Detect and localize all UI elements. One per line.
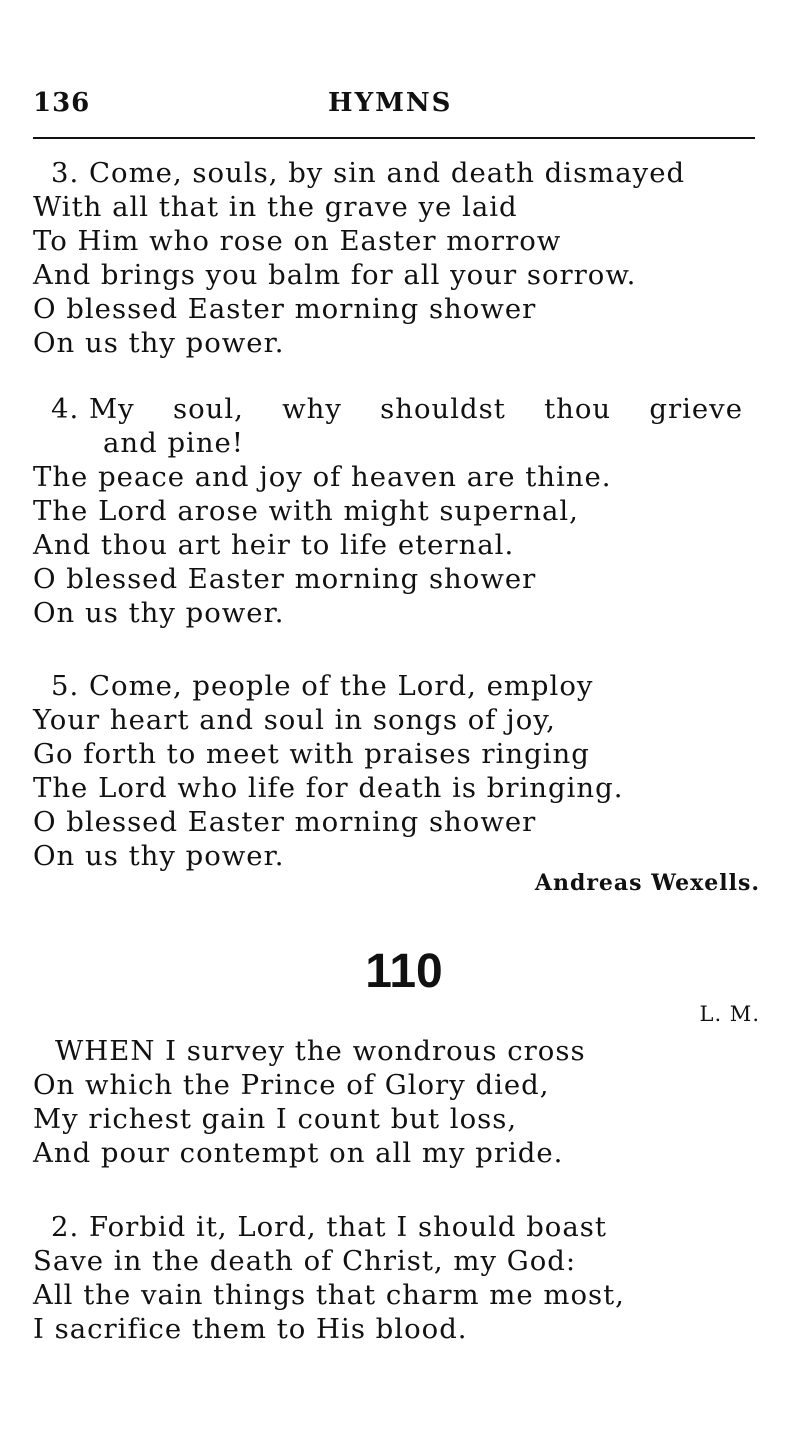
verse-line: Save in the death of Christ, my God: [33,1245,577,1277]
verse-line: And pour contempt on all my pride. [33,1137,564,1169]
verse-line: Your heart and soul in songs of joy, [33,704,556,736]
hymn-meter: L. M. [699,1002,760,1026]
verse-line: WHEN I survey the wondrous cross [55,1035,586,1067]
word: thou [544,393,612,425]
verse-line: O blessed Easter morning shower [33,293,537,325]
word: soul, [172,393,244,425]
section-title: HYMNS [328,88,453,118]
stanza-number: 2. [51,1211,80,1243]
verse-line: The peace and joy of heaven are thine. [33,461,612,493]
verse-line: And thou art heir to life eternal. [33,529,515,561]
stanza-4 [33,392,743,630]
running-head [33,82,760,126]
verse-line: 5. Come, people of the Lord, employ [51,670,594,702]
verse-line: I sacrifice them to His blood. [33,1313,468,1345]
hymn-110-stanza-1 [33,1034,586,1170]
verse-line: On us thy power. [33,327,285,359]
verse-line: All the vain things that charm me most, [33,1279,625,1311]
verse-line: 3. Come, souls, by sin and death dismayed [51,157,686,189]
hymnal-page [33,82,760,1345]
verse-line: And brings you balm for all your sorrow. [33,259,637,291]
verse-line: On us thy power. [33,840,285,872]
stanza-5 [33,669,623,873]
stanza-number: 3. [51,157,80,189]
stanza-3 [33,156,685,360]
verse-line: 2. Forbid it, Lord, that I should boast [51,1211,607,1243]
word: grieve [649,393,743,425]
verse-line: The Lord arose with might supernal, [33,495,579,527]
verse-line: On us thy power. [33,597,285,629]
word: My [89,393,135,425]
word: why [282,393,342,425]
hymn-number: 110 [365,945,443,998]
verse-line: O blessed Easter morning shower [33,806,537,838]
verse-line: With all that in the grave ye laid [33,191,518,223]
page-number: 136 [33,88,91,118]
verse-line: Go forth to meet with praises ringing [33,738,590,770]
verse-line-continuation: and pine! [103,427,244,459]
stanza-number: 5. [51,670,80,702]
stanza-number: 4. [51,393,80,425]
stanza-number-and-word [51,392,135,426]
verse-line: O blessed Easter morning shower [33,563,537,595]
header-rule [33,137,755,139]
word: shouldst [380,393,506,425]
hymn-110-stanza-2 [33,1210,625,1346]
verse-line: To Him who rose on Easter morrow [33,225,562,257]
verse-line: The Lord who life for death is bringing. [33,772,624,804]
verse-line [33,392,743,426]
verse-line: My richest gain I count but loss, [33,1103,518,1135]
verse-line: On which the Prince of Glory died, [33,1069,550,1101]
hymn-author: Andreas Wexells. [534,870,760,896]
